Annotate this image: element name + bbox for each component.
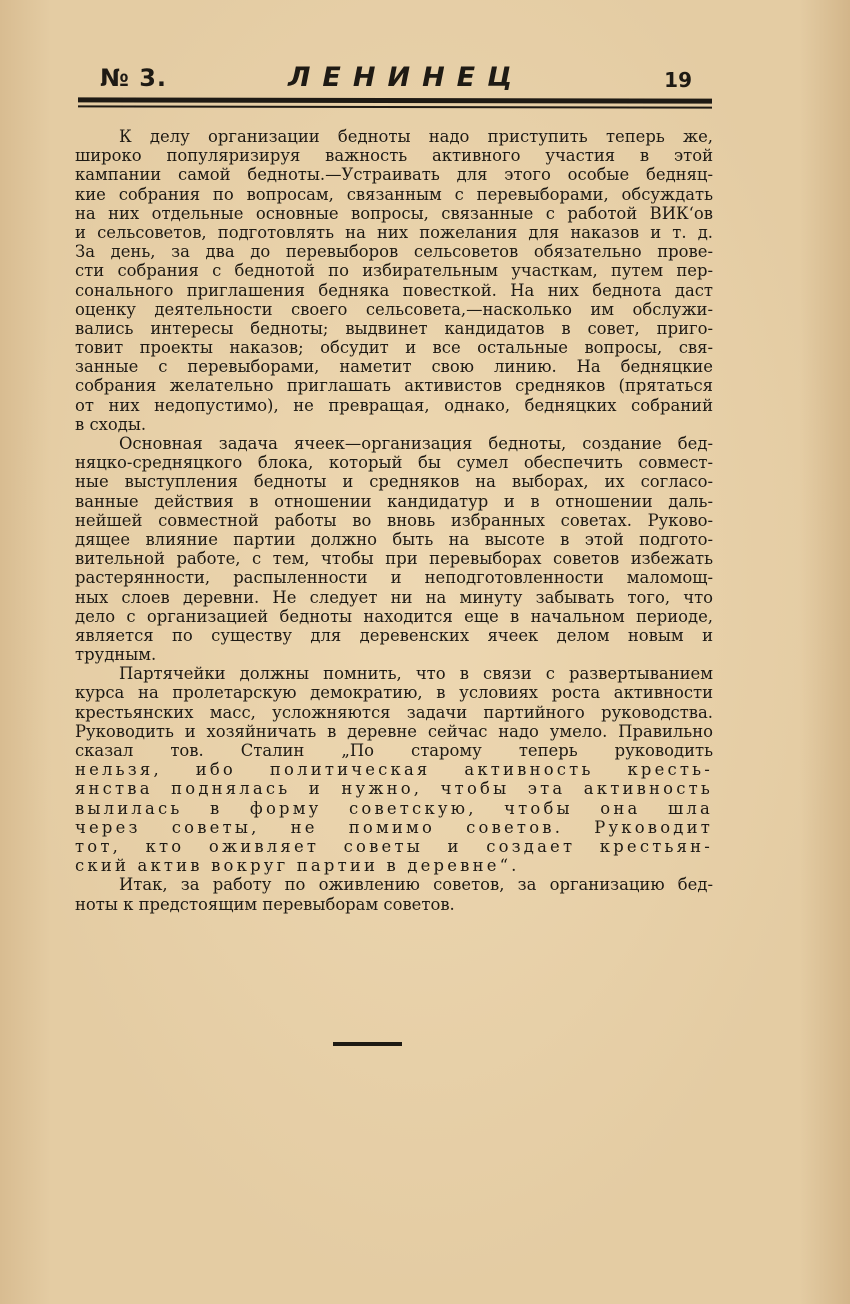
text-line: Руководить и хозяйничать в деревне сейчас надо умело. Правильно bbox=[75, 721, 713, 741]
text-line: вительной работе, с тем, чтобы при перевыборах советов избежать bbox=[75, 549, 713, 569]
text-line: курса на пролетарскую демократию, в условиях роста активности bbox=[75, 683, 713, 703]
text-line: через советы, не помимо советов. Руководит bbox=[75, 817, 713, 837]
text-line: от них недопустимо), не превращая, однако, бедняцких собраний bbox=[75, 395, 713, 415]
text-line: нельзя, ибо политическая активность кресть- bbox=[75, 760, 713, 780]
text-line: ноты к предстоящим перевыборам советов. bbox=[75, 894, 455, 914]
article-body bbox=[75, 127, 713, 914]
text-line: занные с перевыборами, наметит свою линию. На бедняцкие bbox=[75, 357, 713, 377]
text-line: Итак, за работу по оживлению советов, за организацию бед- bbox=[119, 875, 713, 895]
text-line: вылилась в форму советскую, чтобы она шла bbox=[75, 798, 713, 818]
text-line: сонального приглашения бедняка повесткой. На них беднота даст bbox=[75, 280, 713, 300]
text-line: трудным. bbox=[75, 645, 157, 665]
issue-number: № 3. bbox=[100, 64, 168, 92]
text-line: ский актив вокруг партии в деревне“. bbox=[75, 856, 520, 876]
text-line: няцко-средняцкого блока, который бы сумел обеспечить совмест- bbox=[75, 453, 713, 473]
text-line: За день, за два до перевыборов сельсоветов обязательно прове- bbox=[75, 242, 713, 262]
text-line: и сельсоветов, подготовлять на них пожелания для наказов и т. д. bbox=[75, 222, 713, 242]
text-line: ные выступления бедноты и средняков на выборах, их согласо- bbox=[75, 472, 713, 492]
header-rule-thick bbox=[78, 97, 712, 103]
text-line: является по существу для деревенских ячеек делом новым и bbox=[75, 625, 713, 645]
text-line: оценку деятельности своего сельсовета,—насколько им обслужи- bbox=[75, 299, 713, 319]
text-line: ванные действия в отношении кандидатур и в отношении даль- bbox=[75, 491, 713, 511]
header-rule-thin bbox=[78, 105, 712, 108]
text-line: вались интересы бедноты; выдвинет кандидатов в совет, приго- bbox=[75, 318, 713, 338]
text-line: растерянности, распыленности и неподготовленности маломощ- bbox=[75, 568, 713, 588]
end-rule bbox=[333, 1042, 402, 1046]
text-line: широко популяризируя важность активного участия в этой bbox=[75, 146, 713, 166]
text-line: кампании самой бедноты.—Устраивать для этого особые бедняц- bbox=[75, 165, 713, 185]
text-line: К делу организации бедноты надо приступить теперь же, bbox=[119, 127, 713, 146]
text-line: нейшей совместной работы во вновь избранных советах. Руково- bbox=[75, 510, 713, 530]
text-line: дящее влияние партии должно быть на высоте в этой подгото- bbox=[75, 529, 713, 549]
text-line: сти собрания с беднотой по избирательным участкам, путем пер- bbox=[75, 261, 713, 281]
text-line: Основная задача ячеек—организация бедноты, создание бед- bbox=[119, 434, 713, 453]
page-number: 19 bbox=[664, 68, 692, 92]
text-line: дело с организацией бедноты находится еще в начальном периоде, bbox=[75, 606, 713, 626]
text-line: сказал тов. Сталин „По старому теперь руководить bbox=[75, 741, 713, 760]
text-line: на них отдельные основные вопросы, связанные с работой ВИК‘ов bbox=[75, 203, 713, 223]
text-line: Партячейки должны помнить, что в связи с развертыванием bbox=[119, 664, 713, 684]
text-line: ных слоев деревни. Не следует ни на минуту забывать того, что bbox=[75, 587, 713, 607]
text-line: янства поднялась и нужно, чтобы эта активность bbox=[75, 779, 713, 799]
text-line: товит проекты наказов; обсудит и все остальные вопросы, свя- bbox=[75, 338, 713, 358]
text-line: крестьянских масс, усложняются задачи партийного руководства. bbox=[75, 702, 713, 722]
text-line: тот, кто оживляет советы и создает крестьян- bbox=[75, 836, 713, 856]
journal-title: ЛЕНИНЕЦ bbox=[288, 62, 525, 93]
text-line: в сходы. bbox=[75, 414, 147, 434]
running-header bbox=[78, 62, 712, 102]
text-line: собрания желательно приглашать активистов средняков (прятаться bbox=[75, 376, 713, 396]
text-line: кие собрания по вопросам, связанным с перевыборами, обсуждать bbox=[75, 184, 713, 204]
